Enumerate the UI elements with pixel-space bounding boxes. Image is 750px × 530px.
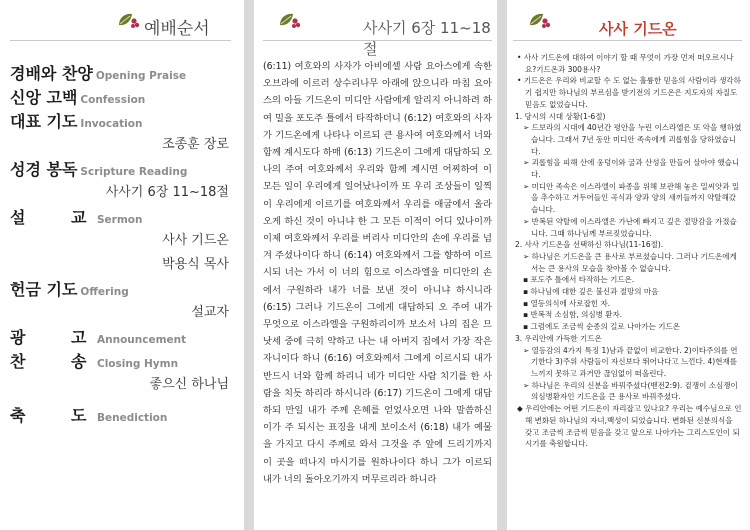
section-heading: 1. 당시의 시대 상황(1-6절) (515, 111, 606, 121)
panel-header (10, 0, 231, 48)
item-korean: 경배와 찬양 (10, 64, 93, 83)
leaf-berry-icon (277, 9, 301, 33)
item-english: Scripture Reading (80, 166, 188, 178)
sermon-guide-panel (507, 0, 750, 530)
section-point: ➢ 반복된 약탈에 이스라엘은 가난에 빠지고 깊은 절망감을 가졌습니다. 그때 하나님께 부르짖었습니다. (523, 216, 737, 238)
preacher-name: 박용식 목사 (162, 257, 229, 272)
section-point: ▪ 그럼에도 조금씩 순종의 길로 나아가는 기드온 (523, 322, 681, 332)
order-item-benediction (10, 403, 231, 427)
item-english: Announcement (97, 334, 187, 346)
section-point: ➢ 하나님은 기드온을 큰 용사로 부르셨습니다. 그러나 기드온에게서는 큰 용사의 모습을 찾아볼 수 없습니다. (523, 251, 737, 273)
order-item-sermon (10, 205, 231, 229)
sermon-title: 사사 기드온 (599, 20, 677, 38)
invocation-leader: 조종훈 장로 (162, 137, 229, 152)
divider (263, 40, 492, 41)
section-point: ▪ 하나님에 대한 깊은 불신과 절망의 마음 (523, 287, 659, 297)
item-english: Invocation (80, 118, 143, 130)
order-item-closing-hymn (10, 349, 231, 373)
divider (513, 40, 742, 41)
section-point: ➢ 하나님은 우리의 신분을 바꿔주셨다(벧전2:9). 겉쟁이 소심쟁이 의심병환자인 기드온을 큰 용사로 바꿔주셨다. (523, 380, 738, 402)
item-korean: 성경 봉독 (10, 160, 78, 179)
panel-divider (497, 0, 507, 530)
worship-order-panel (0, 0, 243, 530)
item-korean: 광 고 (10, 328, 87, 347)
offering-prayer-leader: 설교자 (191, 305, 229, 320)
item-korean: 신앙 고백 (10, 88, 78, 107)
leaf-berry-icon (116, 9, 140, 33)
section-point: ▪ 열등의식에 사로잡힌 자. (523, 298, 611, 308)
order-item-announcement (10, 325, 231, 349)
intro-point: • 기드온은 우리와 비교할 수 도 없는 훌륭한 믿음의 사람이라 생각하기 쉽지만 하나님의 부르심을 받기전의 기드온은 지도자의 자질도 믿음도 없었습니다. (517, 76, 741, 109)
page-title: 예배순서 (144, 19, 210, 39)
sermon-outline (513, 52, 742, 450)
section-point: ➢ 미디안 족속은 이스라엘이 파종을 위해 보관해 놓은 밀씨앗과 밀을 추수하고 거두어들인 곡식과 양과 양의 새끼들까지 약탈해갔습니다. (523, 181, 740, 215)
intro-point: • 사사 기드온에 대하여 이야기 할 때 무엇이 가장 먼저 떠오르시나요?기드온과 300용사? (517, 53, 734, 74)
section-point: ➢ 드보라의 시대에 40년간 평안을 누린 이스라엘은 또 악을 행하였습니다. 그래서 7년 동안 미디안 족속에게 괴롭힘을 당하였습니다. (523, 123, 742, 156)
scripture-text: (6:11) 여호와의 사자가 아비에셀 사람 요아스에게 속한 오브라에 이르러 상수리나무 아래에 앉으니라 마침 요아스의 아들 기드온이 미디안 사람에게 알리지 아니하려 하여 밀을 포도주 틀에서 타작하더니 (6:12) 여호와의 사자가 기드온에게 나타나 이르되 큰 용사여 여호와께서 너와 함께 계시도다 하매 (6:13) 기드온이 그에게 대답하되 오 나의 주여 여호와께서 우리와 함께 계시면 어찌하여 이 모든 일이 우리에게 일어났나이까 또 우리 조상들이 일찍이 우리에게 이르기를 여호와께서 우리를 애굽에서 올라오게 하신 것이 아니냐 한 그 모든 이적이 어디 있나이까 이제 여호와께서 우리를 버리사 미디안의 손에 우리를 넘겨 주셨나이다 하니 (6:14) 여호와께서 그를 향하여 이르시되 너는 가서 이 너의 힘으로 이스라엘을 미디안의 손에서 구원하라 내가 너를 보낸 것이 아니냐 하시니라 (6:15) 그러나 기드온이 그에게 대답하되 오 주여 내가 무엇으로 이스라엘을 구원하리이까 보소서 나의 집은 므낫세 중에 극히 약하고 나는 내 아버지 집에서 가장 작은 자니이다 하니 (6:16) 여호와께서 그에게 이르시되 내가 반드시 너와 함께 하리니 네가 미디안 사람 치기를 한 사람을 치듯 하리라 하시니라 (6:17) 기드온이 그에게 대답하되 만일 내가 주께 은혜를 얻었사오면 나와 말씀하신 이가 주 되시는 표징을 내게 보이소서 (6:18) 내가 예물을 가지고 다시 주께로 와서 그것을 주 앞에 드리기까지 이 곳을 떠나지 마시기를 원하나이다 하니 그가 이르되 내가 너의 돌아오기까지 머무르리라 하니라 (263, 61, 492, 485)
item-korean: 찬 송 (10, 352, 87, 371)
panel-divider (244, 0, 254, 530)
divider (10, 40, 231, 41)
item-korean: 축 도 (10, 406, 87, 425)
leaf-berry-icon (527, 9, 551, 33)
item-korean: 헌금 기도 (10, 280, 78, 299)
order-item-invocation (10, 109, 231, 133)
section-heading: 2. 사사 기드온을 선택하신 하나님(11-16절). (515, 240, 664, 250)
section-point: ➢ 열등감의 4가지 특징 1)남과 끝없이 비교한다. 2)이타주의를 연기한다 3)주위 사람들이 자신보다 뛰어나다고 느낀다. 4)현재를 느끼지 못하고 과거만 끊임없이 떠올린다. (523, 345, 738, 378)
item-korean: 대표 기도 (10, 112, 78, 131)
order-list (10, 61, 231, 427)
item-english: Opening Praise (95, 70, 187, 82)
section-heading: 3. 우리안에 가득한 기드온 (515, 333, 602, 343)
item-korean: 설 교 (10, 208, 87, 227)
closing-hymn-title: 좋으신 하나님 (149, 377, 229, 392)
scripture-title: 사사기 6장 11~18절 (363, 19, 491, 58)
scripture-reference: 사사기 6장 11~18절 (105, 185, 229, 200)
section-point: ▪ 반복적 소심함, 의심병 환자. (523, 310, 623, 320)
item-english: Confession (80, 94, 146, 106)
item-english: Closing Hymn (97, 358, 179, 370)
item-english: Sermon (97, 214, 143, 226)
panel-header (513, 0, 742, 48)
item-english: Benediction (97, 412, 168, 424)
order-item-offering (10, 277, 231, 301)
item-english: Offering (80, 286, 129, 298)
panel-header (263, 0, 492, 58)
order-item-opening-praise (10, 61, 231, 85)
scripture-panel (255, 0, 498, 530)
order-item-scripture (10, 157, 231, 181)
section-point: ➢ 괴롭힘을 피해 산에 웅덩이와 굴과 산성을 만들어 살아야 했습니다. (523, 158, 740, 180)
sermon-title: 사사 기드온 (162, 233, 229, 248)
closing-remark: ◆ 우리안에는 어떤 기드온이 자리잡고 있나요? 우리는 예수님으로 인해 변화된 하나님의 자녀,백성이 되었습니다. 변화된 신분의식을 갖고 조금씩 조금씩 믿음을 갖고 앞으로 나아가는 그리스도인이 되시기를 축원합니다. (517, 404, 742, 449)
order-item-confession (10, 85, 231, 109)
section-point: ▪ 포도주 틀에서 타작하는 기드온. (523, 275, 635, 285)
